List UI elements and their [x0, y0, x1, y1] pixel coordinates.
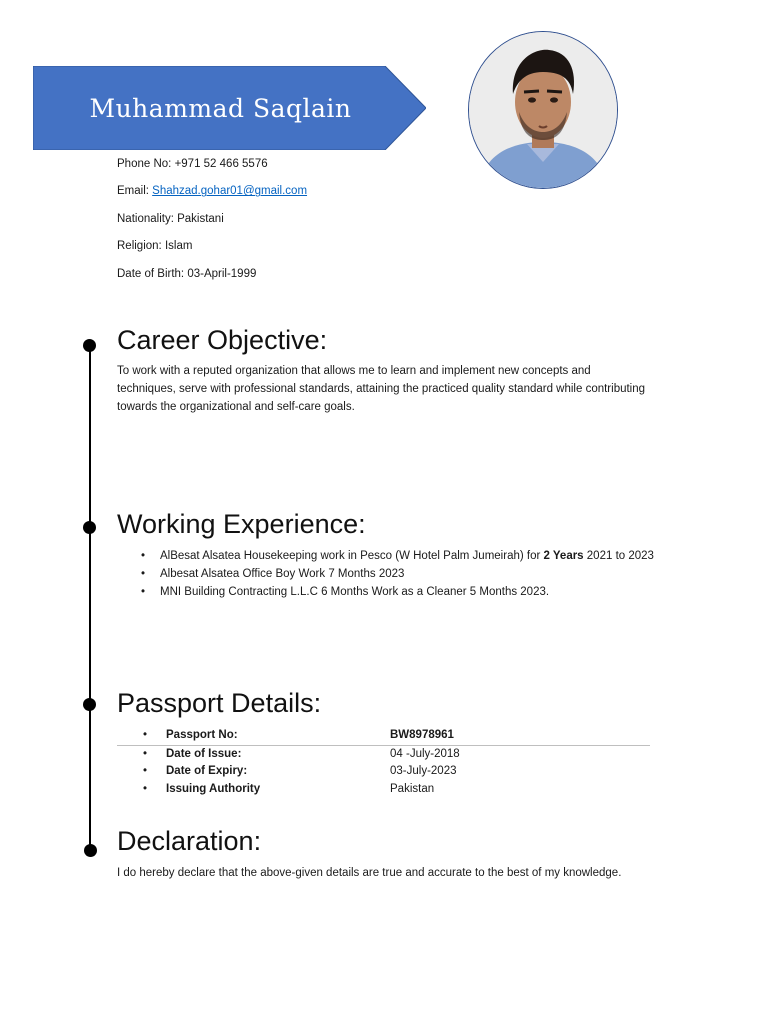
candidate-name: Muhammad Saqlain: [89, 93, 352, 123]
timeline-line: [89, 345, 91, 850]
bullet-icon: •: [143, 729, 148, 741]
nationality-value: Pakistani: [177, 212, 224, 225]
experience-list: [117, 547, 657, 601]
nationality-line: [117, 211, 307, 238]
passport-value: BW8978961: [390, 729, 454, 741]
passport-value: 03-July-2023: [390, 765, 457, 777]
email-link[interactable]: Shahzad.gohar01@gmail.com: [152, 185, 308, 198]
phone-value: +971 52 466 5576: [174, 158, 268, 170]
bullet-icon: •: [141, 568, 146, 580]
bullet-icon: •: [143, 765, 148, 777]
profile-photo: [468, 31, 618, 189]
passport-label: Date of Expiry:: [166, 765, 248, 777]
passport-label: Date of Issue:: [166, 747, 242, 760]
bullet-icon: •: [143, 782, 148, 795]
religion-label: Religion:: [117, 240, 162, 253]
email-line: [117, 183, 307, 210]
bullet-icon: •: [143, 747, 148, 760]
dob-line: [117, 266, 307, 293]
declaration-text: I do hereby declare that the above-given details are true and accurate to the best of my knowledge.: [117, 867, 622, 879]
person-portrait-icon: [469, 32, 617, 188]
bullet-icon: •: [141, 550, 146, 562]
timeline-dot-experience: [83, 521, 96, 534]
passport-value: Pakistan: [390, 782, 435, 795]
religion-value: Islam: [164, 240, 193, 253]
religion-line: [117, 238, 307, 265]
name-banner: [33, 66, 426, 150]
contact-info: [117, 156, 307, 293]
passport-row: [117, 746, 650, 764]
career-objective-heading: Career Objective:: [117, 325, 328, 355]
passport-details-heading: Passport Details:: [117, 688, 322, 718]
experience-item: [117, 565, 657, 583]
passport-row: [117, 781, 650, 799]
bullet-icon: •: [141, 586, 146, 598]
experience-text: MNI Building Contracting L.L.C 6 Months Work as a Cleaner 5 Months 2023.: [160, 586, 550, 598]
experience-duration: 2 Years: [543, 550, 584, 562]
dob-label: Date of Birth:: [117, 267, 185, 280]
passport-row: [117, 763, 650, 781]
working-experience-heading: Working Experience:: [117, 509, 366, 539]
passport-label: Passport No:: [166, 729, 238, 741]
passport-table: [117, 727, 650, 798]
experience-item: [117, 547, 657, 565]
timeline-dot-career: [83, 339, 96, 352]
timeline-dot-declaration: [84, 844, 97, 857]
passport-value: 04 -July-2018: [390, 747, 460, 760]
passport-label: Issuing Authority: [166, 782, 261, 795]
phone-line: [117, 156, 307, 183]
email-label: Email:: [117, 185, 149, 198]
experience-item: [117, 583, 657, 601]
experience-text: Albesat Alsatea Office Boy Work 7 Months 2023: [160, 568, 405, 580]
experience-text: AlBesat Alsatea Housekeeping work in Pesco (W Hotel Palm Jumeirah) for: [160, 550, 544, 562]
passport-row: [117, 727, 650, 746]
nationality-label: Nationality:: [117, 212, 174, 225]
timeline-dot-passport: [83, 698, 96, 711]
experience-text-tail: 2021 to 2023: [583, 550, 654, 562]
career-objective-text: To work with a reputed organization that allows me to learn and implement new concepts and techniques, serve with professional standards, attaining the practiced quality standard while contributing towards the organizational and self-care goals.: [117, 365, 646, 413]
phone-label: Phone No:: [117, 158, 172, 170]
dob-value: 03-April-1999: [187, 267, 257, 280]
declaration-heading: Declaration:: [117, 826, 262, 856]
